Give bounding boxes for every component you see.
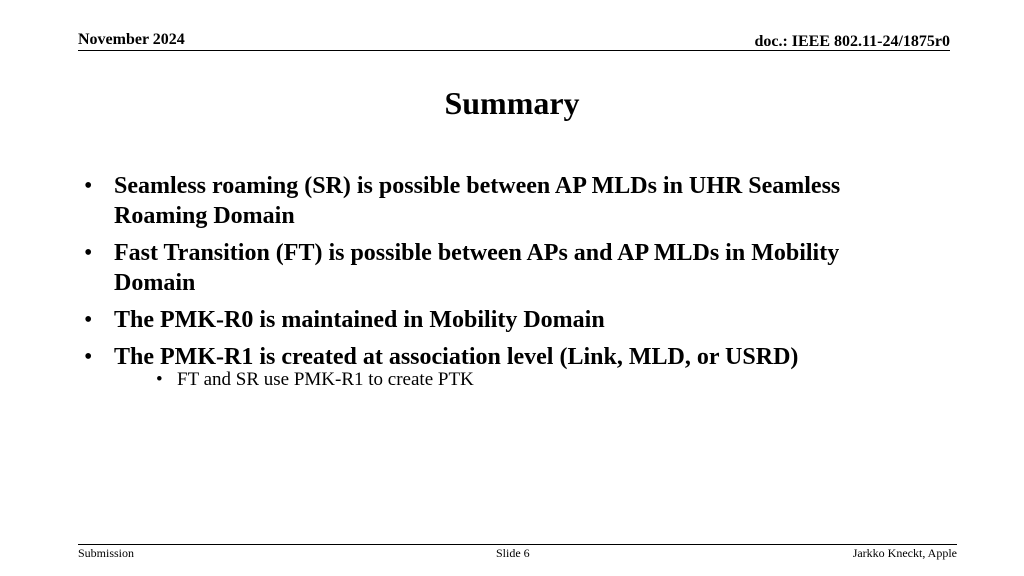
header-rule <box>78 50 950 51</box>
bullet-dot-icon: • <box>84 173 93 199</box>
sub-bullet-text: FT and SR use PMK-R1 to create PTK <box>177 369 474 390</box>
bullet-text: Fast Transition (FT) is possible between APs and AP MLDs in Mobility Domain <box>114 240 840 296</box>
sub-bullet-dot-icon: • <box>156 369 163 390</box>
sub-bullet-item <box>114 368 924 392</box>
bullet-list <box>84 171 924 399</box>
slide-title: Summary <box>444 85 580 121</box>
bullet-text: The PMK-R0 is maintained in Mobility Domain <box>114 307 605 333</box>
bullet-dot-icon: • <box>84 344 93 370</box>
footer-rule <box>78 544 957 545</box>
bullet-dot-icon: • <box>84 240 93 266</box>
bullet-item <box>84 305 924 335</box>
bullet-text: The PMK-R1 is created at association level (Link, MLD, or USRD) <box>114 344 799 370</box>
bullet-dot-icon: • <box>84 307 93 333</box>
footer-submission: Submission <box>78 546 135 560</box>
bullet-item <box>84 171 924 231</box>
footer-author: Jarkko Kneckt, Apple <box>852 546 957 560</box>
sub-bullet-list <box>114 368 924 392</box>
bullet-text: Seamless roaming (SR) is possible between AP MLDs in UHR Seamless Roaming Domain <box>114 173 841 229</box>
bullet-item <box>84 238 924 298</box>
header-date: November 2024 <box>78 31 185 48</box>
bullet-item <box>84 342 924 392</box>
header-doc-id: doc.: IEEE 802.11-24/1875r0 <box>754 33 950 50</box>
footer-slide-number: Slide 6 <box>496 546 530 560</box>
